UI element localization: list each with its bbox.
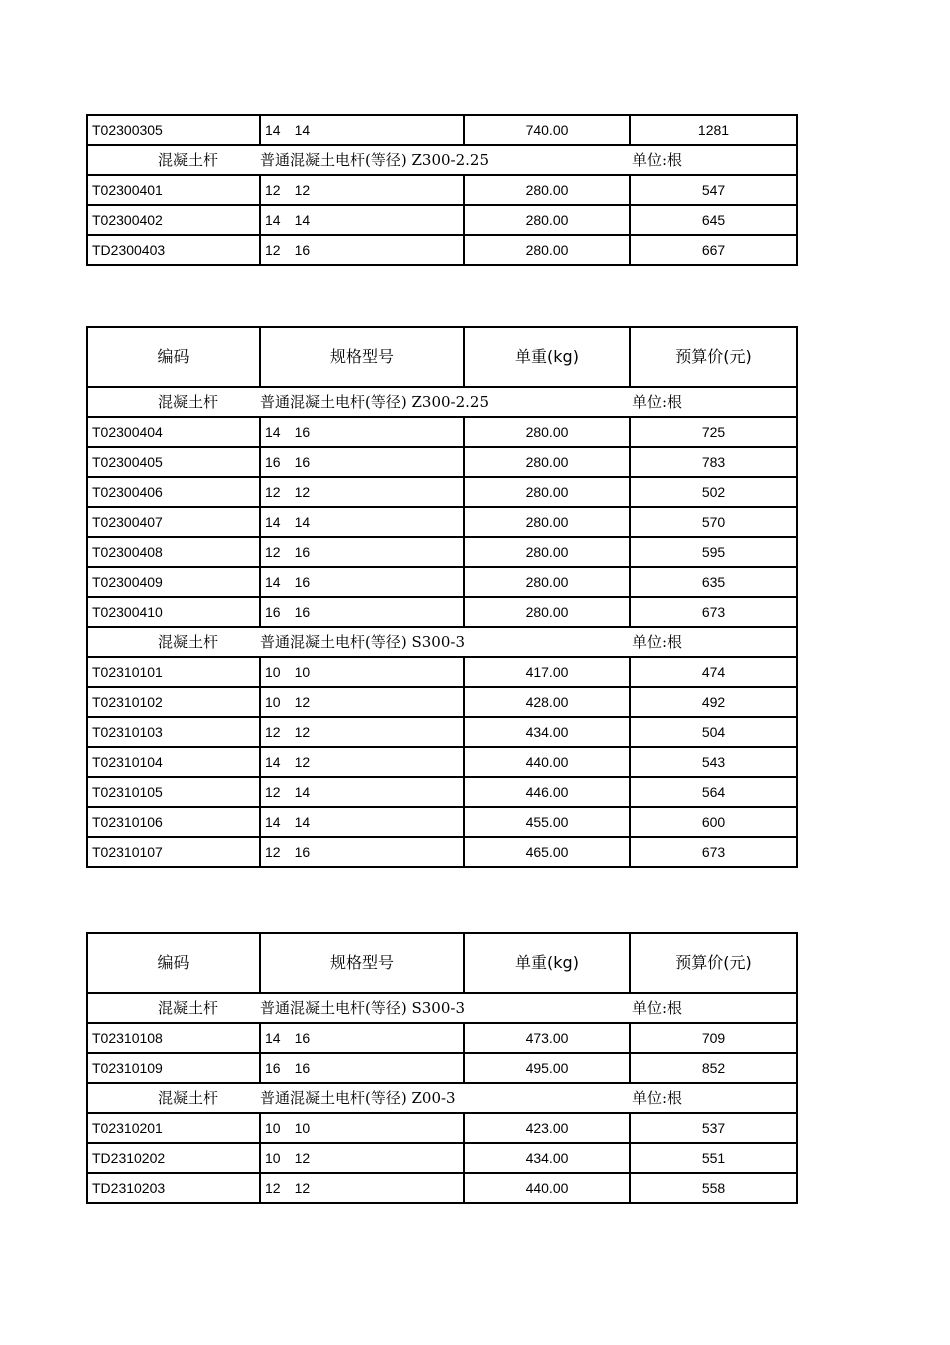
spec-value-a: 12 xyxy=(265,544,281,560)
category-row xyxy=(87,145,797,175)
spec-value-a: 10 xyxy=(265,664,281,680)
item-code: T02300409 xyxy=(87,567,260,597)
table-row xyxy=(87,175,797,205)
spec-value-a: 10 xyxy=(265,694,281,710)
item-weight: 280.00 xyxy=(464,597,630,627)
category-row xyxy=(87,387,797,417)
item-code: T02300401 xyxy=(87,175,260,205)
item-spec xyxy=(260,777,464,807)
category-row xyxy=(87,993,797,1023)
item-spec xyxy=(260,1173,464,1203)
spec-value-b: 14 xyxy=(294,814,311,830)
item-spec xyxy=(260,205,464,235)
spec-value-b: 16 xyxy=(294,604,311,620)
item-price: 474 xyxy=(630,657,797,687)
item-code: T02310102 xyxy=(87,687,260,717)
category-unit: 单位:根 xyxy=(630,387,797,417)
table-row xyxy=(87,235,797,265)
item-weight: 280.00 xyxy=(464,417,630,447)
item-price: 709 xyxy=(630,1023,797,1053)
table-row xyxy=(87,717,797,747)
item-spec xyxy=(260,657,464,687)
spec-value-b: 12 xyxy=(294,694,311,710)
table-row xyxy=(87,115,797,145)
item-price: 783 xyxy=(630,447,797,477)
spec-value-a: 12 xyxy=(265,1180,281,1196)
item-spec xyxy=(260,1053,464,1083)
item-weight: 465.00 xyxy=(464,837,630,867)
item-price: 558 xyxy=(630,1173,797,1203)
spec-value-b: 16 xyxy=(294,242,311,258)
table-row xyxy=(87,1113,797,1143)
item-price: 504 xyxy=(630,717,797,747)
item-code: TD2300403 xyxy=(87,235,260,265)
spec-value-b: 10 xyxy=(294,1120,311,1136)
spec-value-b: 16 xyxy=(294,544,311,560)
item-code: T02300407 xyxy=(87,507,260,537)
item-spec xyxy=(260,235,464,265)
item-price: 1281 xyxy=(630,115,797,145)
item-code: T02300408 xyxy=(87,537,260,567)
item-price: 537 xyxy=(630,1113,797,1143)
price-table-2 xyxy=(86,326,798,868)
item-weight: 428.00 xyxy=(464,687,630,717)
header-spec: 规格型号 xyxy=(260,933,464,993)
category-name: 混凝土杆 xyxy=(87,1083,260,1113)
item-weight: 495.00 xyxy=(464,1053,630,1083)
item-spec xyxy=(260,837,464,867)
category-description: 普通混凝土电杆(等径) S300-3 xyxy=(260,627,630,657)
spec-value-a: 16 xyxy=(265,454,281,470)
item-spec xyxy=(260,747,464,777)
item-price: 547 xyxy=(630,175,797,205)
spec-value-b: 14 xyxy=(294,122,311,138)
header-code: 编码 xyxy=(87,933,260,993)
item-code: T02310103 xyxy=(87,717,260,747)
price-table-1 xyxy=(86,114,798,266)
item-weight: 740.00 xyxy=(464,115,630,145)
item-price: 551 xyxy=(630,1143,797,1173)
spec-value-b: 16 xyxy=(294,454,311,470)
item-code: TD2310202 xyxy=(87,1143,260,1173)
item-price: 725 xyxy=(630,417,797,447)
item-code: T02310106 xyxy=(87,807,260,837)
item-code: T02300404 xyxy=(87,417,260,447)
item-code: T02310107 xyxy=(87,837,260,867)
spec-value-a: 14 xyxy=(265,754,281,770)
spec-value-a: 14 xyxy=(265,814,281,830)
item-weight: 280.00 xyxy=(464,447,630,477)
item-code: T02310109 xyxy=(87,1053,260,1083)
spec-value-a: 16 xyxy=(265,1060,281,1076)
spec-value-a: 12 xyxy=(265,724,281,740)
header-price: 预算价(元) xyxy=(630,933,797,993)
spec-value-a: 14 xyxy=(265,212,281,228)
item-weight: 280.00 xyxy=(464,507,630,537)
spec-value-a: 12 xyxy=(265,844,281,860)
spec-value-a: 14 xyxy=(265,574,281,590)
item-price: 570 xyxy=(630,507,797,537)
table-row xyxy=(87,205,797,235)
item-code: TD2310203 xyxy=(87,1173,260,1203)
table-row xyxy=(87,747,797,777)
item-weight: 440.00 xyxy=(464,1173,630,1203)
header-code: 编码 xyxy=(87,327,260,387)
spec-value-b: 14 xyxy=(294,784,311,800)
table-row xyxy=(87,837,797,867)
item-code: T02310101 xyxy=(87,657,260,687)
spec-value-b: 12 xyxy=(294,1180,311,1196)
item-code: T02310104 xyxy=(87,747,260,777)
spec-value-b: 12 xyxy=(294,1150,311,1166)
item-weight: 280.00 xyxy=(464,537,630,567)
spec-value-b: 16 xyxy=(294,424,311,440)
header-weight: 单重(kg) xyxy=(464,933,630,993)
item-spec xyxy=(260,477,464,507)
price-table-3 xyxy=(86,932,798,1204)
item-spec xyxy=(260,537,464,567)
item-spec xyxy=(260,1143,464,1173)
header-price: 预算价(元) xyxy=(630,327,797,387)
item-weight: 473.00 xyxy=(464,1023,630,1053)
item-weight: 280.00 xyxy=(464,235,630,265)
item-price: 635 xyxy=(630,567,797,597)
item-weight: 434.00 xyxy=(464,1143,630,1173)
spec-value-a: 12 xyxy=(265,484,281,500)
spec-value-a: 12 xyxy=(265,182,281,198)
table-row xyxy=(87,1023,797,1053)
item-code: T02310108 xyxy=(87,1023,260,1053)
spec-value-b: 16 xyxy=(294,844,311,860)
table-row xyxy=(87,597,797,627)
spec-value-a: 10 xyxy=(265,1120,281,1136)
item-weight: 280.00 xyxy=(464,205,630,235)
spec-value-b: 12 xyxy=(294,724,311,740)
table-row xyxy=(87,1053,797,1083)
item-spec xyxy=(260,1023,464,1053)
category-description: 普通混凝土电杆(等径) Z00-3 xyxy=(260,1083,630,1113)
header-row xyxy=(87,933,797,993)
item-price: 595 xyxy=(630,537,797,567)
spec-value-b: 10 xyxy=(294,664,311,680)
spec-value-b: 12 xyxy=(294,754,311,770)
item-spec xyxy=(260,417,464,447)
spec-value-a: 14 xyxy=(265,122,281,138)
spec-value-a: 16 xyxy=(265,604,281,620)
item-price: 673 xyxy=(630,597,797,627)
category-name: 混凝土杆 xyxy=(87,627,260,657)
item-price: 673 xyxy=(630,837,797,867)
spec-value-b: 14 xyxy=(294,212,311,228)
item-weight: 280.00 xyxy=(464,567,630,597)
item-price: 852 xyxy=(630,1053,797,1083)
item-weight: 446.00 xyxy=(464,777,630,807)
table-row xyxy=(87,477,797,507)
category-unit: 单位:根 xyxy=(630,627,797,657)
category-unit: 单位:根 xyxy=(630,993,797,1023)
item-spec xyxy=(260,447,464,477)
table-row xyxy=(87,777,797,807)
spec-value-b: 16 xyxy=(294,1030,311,1046)
item-spec xyxy=(260,807,464,837)
item-spec xyxy=(260,507,464,537)
item-code: T02310201 xyxy=(87,1113,260,1143)
table-row xyxy=(87,537,797,567)
item-price: 543 xyxy=(630,747,797,777)
table-row xyxy=(87,1143,797,1173)
item-spec xyxy=(260,1113,464,1143)
category-name: 混凝土杆 xyxy=(87,993,260,1023)
header-spec: 规格型号 xyxy=(260,327,464,387)
item-price: 492 xyxy=(630,687,797,717)
spec-value-b: 14 xyxy=(294,514,311,530)
item-weight: 417.00 xyxy=(464,657,630,687)
category-name: 混凝土杆 xyxy=(87,387,260,417)
item-weight: 280.00 xyxy=(464,477,630,507)
item-spec xyxy=(260,717,464,747)
table-row xyxy=(87,807,797,837)
item-spec xyxy=(260,567,464,597)
item-code: T02300406 xyxy=(87,477,260,507)
category-description: 普通混凝土电杆(等径) S300-3 xyxy=(260,993,630,1023)
table-row xyxy=(87,507,797,537)
spec-value-a: 14 xyxy=(265,1030,281,1046)
item-spec xyxy=(260,687,464,717)
spec-value-a: 14 xyxy=(265,424,281,440)
spec-value-b: 16 xyxy=(294,1060,311,1076)
item-price: 667 xyxy=(630,235,797,265)
item-price: 564 xyxy=(630,777,797,807)
spec-value-a: 14 xyxy=(265,514,281,530)
table-row xyxy=(87,1173,797,1203)
table-row xyxy=(87,687,797,717)
spec-value-b: 16 xyxy=(294,574,311,590)
item-code: T02300405 xyxy=(87,447,260,477)
header-weight: 单重(kg) xyxy=(464,327,630,387)
category-unit: 单位:根 xyxy=(630,1083,797,1113)
item-code: T02300305 xyxy=(87,115,260,145)
table-row xyxy=(87,417,797,447)
item-spec xyxy=(260,115,464,145)
item-price: 600 xyxy=(630,807,797,837)
spec-value-a: 12 xyxy=(265,784,281,800)
item-spec xyxy=(260,597,464,627)
item-weight: 434.00 xyxy=(464,717,630,747)
category-row xyxy=(87,627,797,657)
spec-value-b: 12 xyxy=(294,182,311,198)
item-weight: 423.00 xyxy=(464,1113,630,1143)
item-weight: 455.00 xyxy=(464,807,630,837)
item-price: 502 xyxy=(630,477,797,507)
item-price: 645 xyxy=(630,205,797,235)
item-spec xyxy=(260,175,464,205)
item-code: T02310105 xyxy=(87,777,260,807)
category-name: 混凝土杆 xyxy=(87,145,260,175)
spec-value-b: 12 xyxy=(294,484,311,500)
item-code: T02300402 xyxy=(87,205,260,235)
category-unit: 单位:根 xyxy=(630,145,797,175)
table-row xyxy=(87,567,797,597)
item-weight: 280.00 xyxy=(464,175,630,205)
header-row xyxy=(87,327,797,387)
category-description: 普通混凝土电杆(等径) Z300-2.25 xyxy=(260,145,630,175)
spec-value-a: 10 xyxy=(265,1150,281,1166)
table-row xyxy=(87,447,797,477)
table-row xyxy=(87,657,797,687)
category-description: 普通混凝土电杆(等径) Z300-2.25 xyxy=(260,387,630,417)
item-weight: 440.00 xyxy=(464,747,630,777)
category-row xyxy=(87,1083,797,1113)
spec-value-a: 12 xyxy=(265,242,281,258)
item-code: T02300410 xyxy=(87,597,260,627)
